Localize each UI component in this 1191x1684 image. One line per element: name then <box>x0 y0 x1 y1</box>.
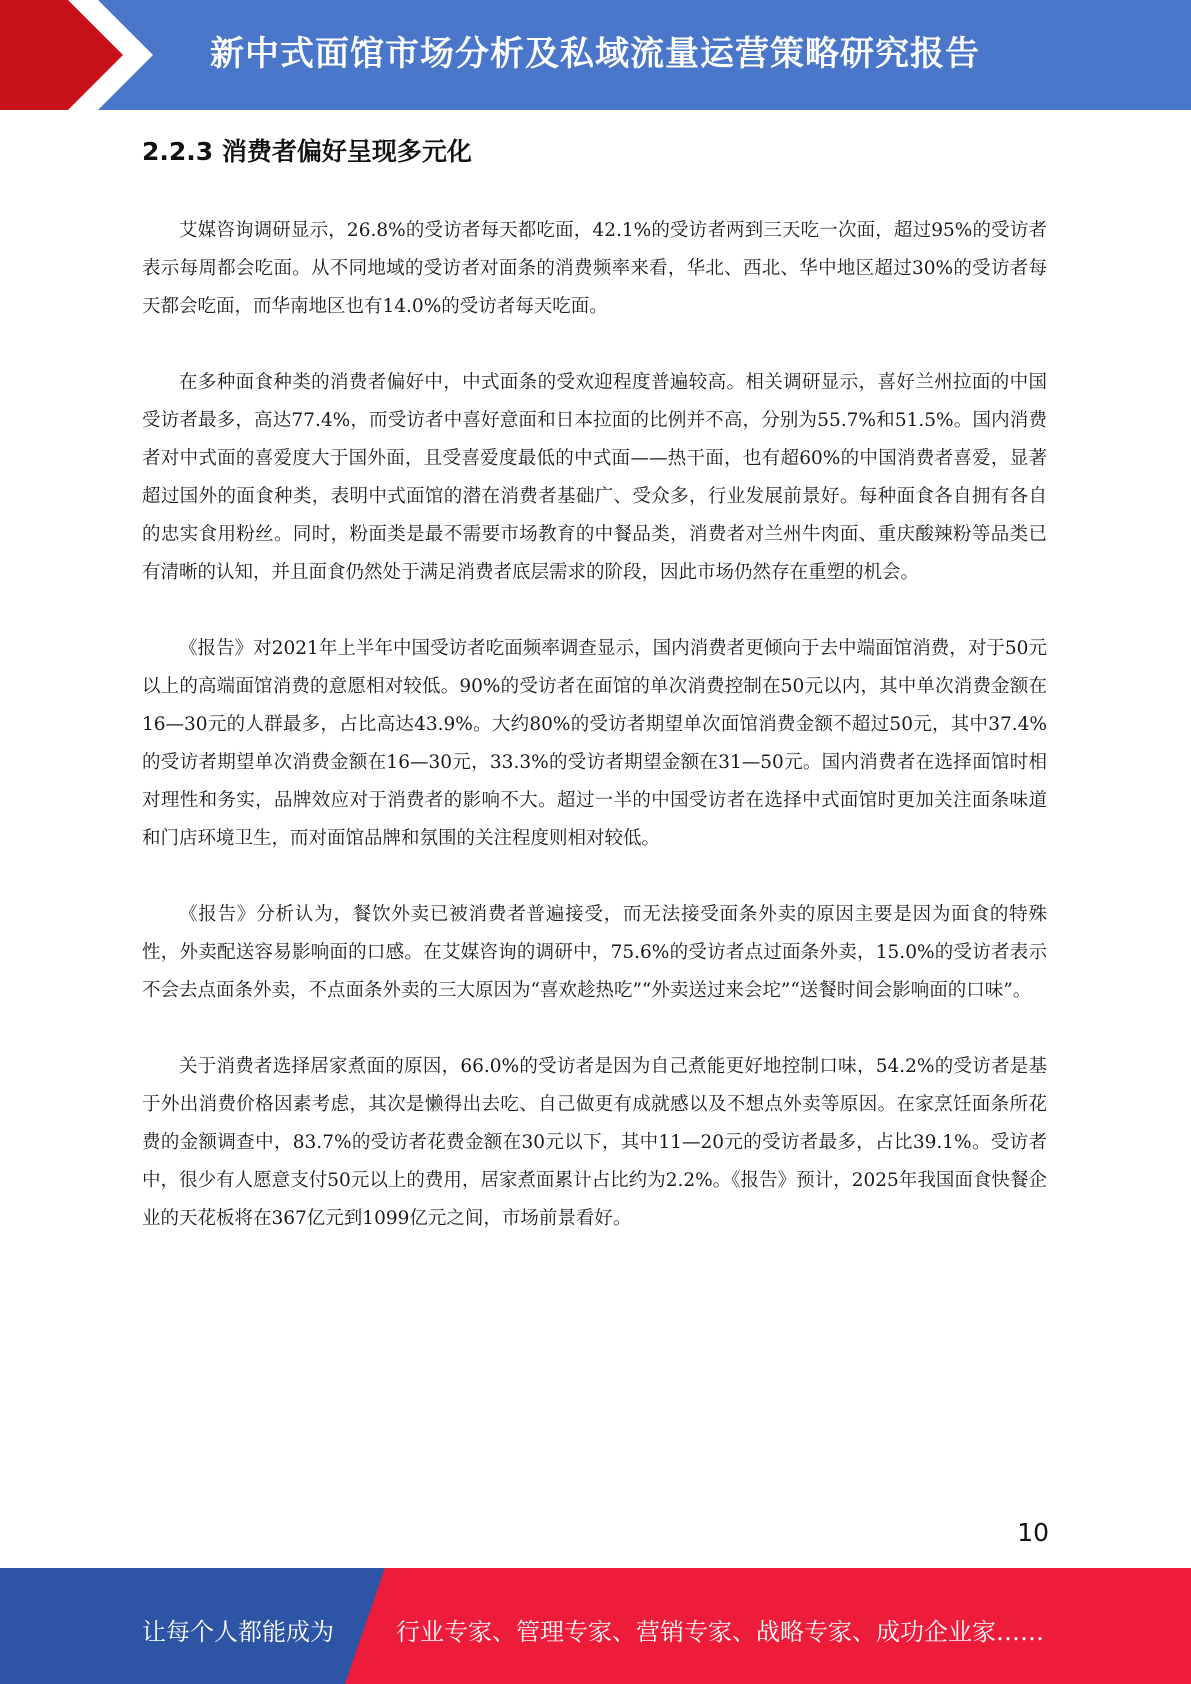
paragraph: 在多种面食种类的消费者偏好中，中式面条的受欢迎程度普遍较高。相关调研显示，喜好兰州拉面的中国受访者最多，高达77.4%，而受访者中喜好意面和日本拉面的比例并不高，分别为55.7%和51.5%。国内消费者对中式面的喜爱度大于国外面，且受喜爱度最低的中式面——热干面，也有超60%的中国消费者喜爱，显著超过国外的面食种类，表明中式面馆的潜在消费者基础广、受众多，行业发展前景好。每种面食各自拥有各自的忠实食用粉丝。同时，粉面类是最不需要市场教育的中餐品类，消费者对兰州牛肉面、重庆酸辣粉等品类已有清晰的认知，并且面食仍然处于满足消费者底层需求的阶段，因此市场仍然存在重塑的机会。 <box>142 372 1047 583</box>
report-title: 新中式面馆市场分析及私域流量运营策略研究报告 <box>210 34 980 74</box>
page-number: 10 <box>1017 1518 1049 1547</box>
footer-slogan-right: 行业专家、管理专家、营销专家、战略专家、成功企业家…… <box>396 1618 1044 1646</box>
paragraph: 《报告》分析认为，餐饮外卖已被消费者普遍接受，而无法接受面条外卖的原因主要是因为面食的特殊性，外卖配送容易影响面的口感。在艾媒咨询的调研中，75.6%的受访者点过面条外卖，15.0%的受访者表示不会去点面条外卖，不点面条外卖的三大原因为“喜欢趁热吃”“外卖送过来会坨”“送餐时间会影响面的口味”。 <box>142 904 1047 1001</box>
section-heading: 2.2.3 消费者偏好呈现多元化 <box>142 137 472 166</box>
footer-slogan-left: 让每个人都能成为 <box>142 1618 334 1646</box>
page-footer <box>0 1568 1191 1684</box>
paragraph: 艾媒咨询调研显示，26.8%的受访者每天都吃面，42.1%的受访者两到三天吃一次面，超过95%的受访者表示每周都会吃面。从不同地域的受访者对面条的消费频率来看，华北、西北、华中地区超过30%的受访者每天都会吃面，而华南地区也有14.0%的受访者每天吃面。 <box>142 220 1047 317</box>
paragraph: 关于消费者选择居家煮面的原因，66.0%的受访者是因为自己煮能更好地控制口味，54.2%的受访者是基于外出消费价格因素考虑，其次是懒得出去吃、自己做更有成就感以及不想点外卖等原因。在家烹饪面条所花费的金额调查中，83.7%的受访者花费金额在30元以下，其中11—20元的受访者最多，占比39.1%。受访者中，很少有人愿意支付50元以上的费用，居家煮面累计占比约为2.2%。《报告》预计，2025年我国面食快餐企业的天花板将在367亿元到1099亿元之间，市场前景看好。 <box>142 1056 1047 1229</box>
body-text <box>142 212 1047 1276</box>
page-header <box>0 0 1191 110</box>
paragraph: 《报告》对2021年上半年中国受访者吃面频率调查显示，国内消费者更倾向于去中端面馆消费，对于50元以上的高端面馆消费的意愿相对较低。90%的受访者在面馆的单次消费控制在50元以内，其中单次消费金额在16—30元的人群最多，占比高达43.9%。大约80%的受访者期望单次面馆消费金额不超过50元，其中37.4%的受访者期望单次消费金额在16—30元，33.3%的受访者期望金额在31—50元。国内消费者在选择面馆时相对理性和务实，品牌效应对于消费者的影响不大。超过一半的中国受访者在选择中式面馆时更加关注面条味道和门店环境卫生，而对面馆品牌和氛围的关注程度则相对较低。 <box>142 638 1047 849</box>
